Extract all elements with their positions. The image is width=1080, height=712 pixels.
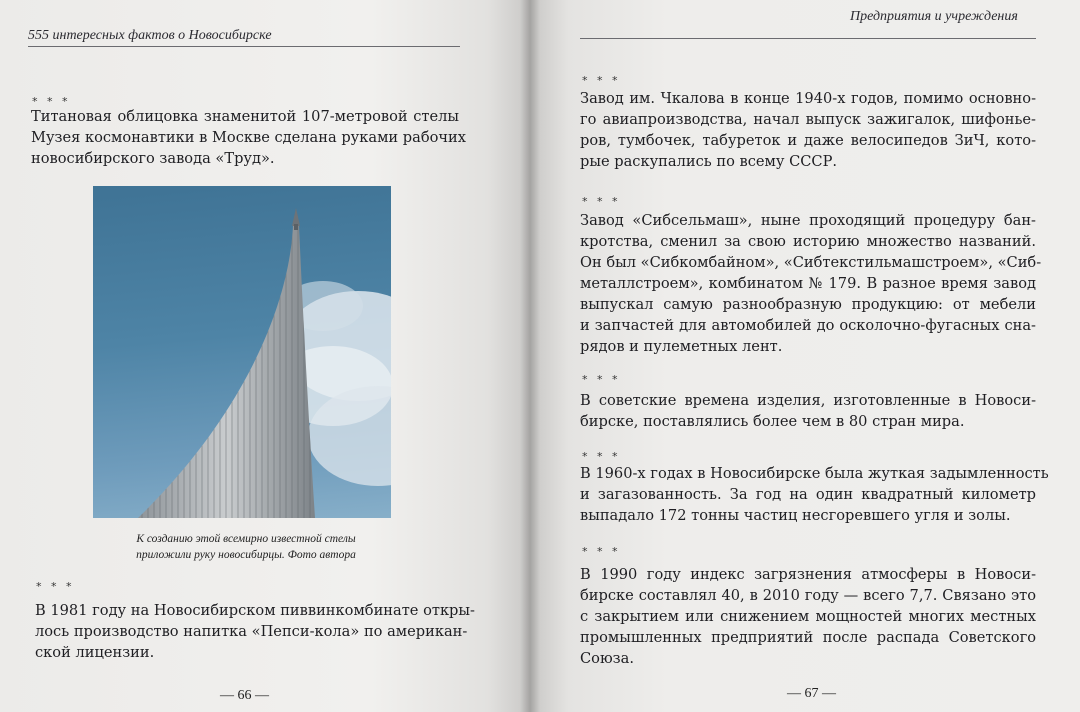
fact-paragraph-titanium xyxy=(31,106,467,169)
entry-separator: * * * xyxy=(582,195,621,208)
right-page xyxy=(530,0,1080,712)
rocket-icon xyxy=(292,208,300,226)
right-header-rule xyxy=(580,38,1036,39)
paragraph-line: Союза. xyxy=(580,650,634,667)
paragraph-line: новосибирского завода «Труд». xyxy=(31,150,275,167)
paragraph-line: металлстроем», комбинатом № 179. В разное время завод xyxy=(580,275,1036,292)
caption-line: приложили руку новосибирцы. Фото автора xyxy=(136,549,356,561)
rocket-base xyxy=(294,224,298,230)
entry-separator: * * * xyxy=(582,545,621,558)
paragraph-line: Завод «Сибсельмаш», ныне проходящий процедуру бан- xyxy=(580,212,1036,229)
fact-paragraph-smog xyxy=(580,463,1049,526)
paragraph-line: В 1990 году индекс загрязнения атмосферы в Новоси- xyxy=(580,566,1036,583)
photo-caption xyxy=(70,531,422,563)
entry-separator: * * * xyxy=(582,450,621,463)
book-spine-gutter xyxy=(520,0,540,712)
paragraph-line: выпадало 172 тонны частиц несгоревшего угля и золы. xyxy=(580,507,1011,524)
paragraph-line: Завод им. Чкалова в конце 1940-х годов, помимо основно- xyxy=(580,90,1036,107)
paragraph-line: рые раскупались по всему СССР. xyxy=(580,153,838,170)
paragraph-line: лось производство напитка «Пепси-кола» по американ- xyxy=(35,623,468,640)
paragraph-line: бирске, поставлялись более чем в 80 стран мира. xyxy=(580,413,965,430)
left-header-rule xyxy=(28,46,460,47)
fact-paragraph-sibselmash xyxy=(580,210,1042,357)
fact-paragraph-pepsi xyxy=(35,600,475,663)
entry-separator: * * * xyxy=(582,74,621,87)
paragraph-line: Титановая облицовка знаменитой 107-метровой стелы xyxy=(31,108,459,125)
caption-line: К созданию этой всемирно известной стелы xyxy=(136,533,356,545)
paragraph-line: го авиапроизводства, начал выпуск зажигалок, шифонье- xyxy=(580,111,1036,128)
page-number-right: — 67 — xyxy=(787,686,836,701)
left-page xyxy=(0,0,530,712)
paragraph-line: Он был «Сибкомбайном», «Сибтекстильмашстроем», «Сиб- xyxy=(580,254,1042,271)
page-number-left: — 66 — xyxy=(220,688,269,703)
stele-ribs xyxy=(138,226,315,518)
fact-paragraph-chkalov xyxy=(580,88,1036,172)
entry-separator: * * * xyxy=(582,373,621,386)
paragraph-line: рядов и пулеметных лент. xyxy=(580,338,783,355)
paragraph-line: с закрытием или снижением мощностей многих местных xyxy=(580,608,1036,625)
paragraph-line: кротства, сменил за свою историю множество названий. xyxy=(580,233,1036,250)
entry-separator: * * * xyxy=(32,95,71,108)
paragraph-line: и запчастей для автомобилей до осколочно-фугасных сна- xyxy=(580,317,1036,334)
paragraph-line: Музея космонавтики в Москве сделана руками рабочих xyxy=(31,129,467,146)
monument-illustration xyxy=(93,186,391,518)
paragraph-line: бирске составлял 40, в 2010 году — всего 7,7. Связано это xyxy=(580,587,1036,604)
monument-photo xyxy=(93,186,391,518)
fact-paragraph-pollution-index xyxy=(580,564,1036,669)
paragraph-line: В 1981 году на Новосибирском пиввинкомбинате откры- xyxy=(35,602,475,619)
paragraph-line: В советские времена изделия, изготовленные в Новоси- xyxy=(580,392,1036,409)
paragraph-line: и загазованность. За год на один квадратный километр xyxy=(580,486,1036,503)
paragraph-line: промышленных предприятий после распада Советского xyxy=(580,629,1036,646)
paragraph-line: выпускал самую разнообразную продукцию: от мебели xyxy=(580,296,1036,313)
paragraph-line: ской лицензии. xyxy=(35,644,155,661)
right-running-head: Предприятия и учреждения xyxy=(850,9,1018,24)
left-running-head: 555 интересных фактов о Новосибирске xyxy=(28,28,272,43)
entry-separator: * * * xyxy=(36,580,75,593)
fact-paragraph-exports xyxy=(580,390,1036,432)
paragraph-line: ров, тумбочек, табуреток и даже велосипедов ЗиЧ, кото- xyxy=(580,132,1036,149)
paragraph-line: В 1960-х годах в Новосибирске была жуткая задымленность xyxy=(580,465,1049,482)
